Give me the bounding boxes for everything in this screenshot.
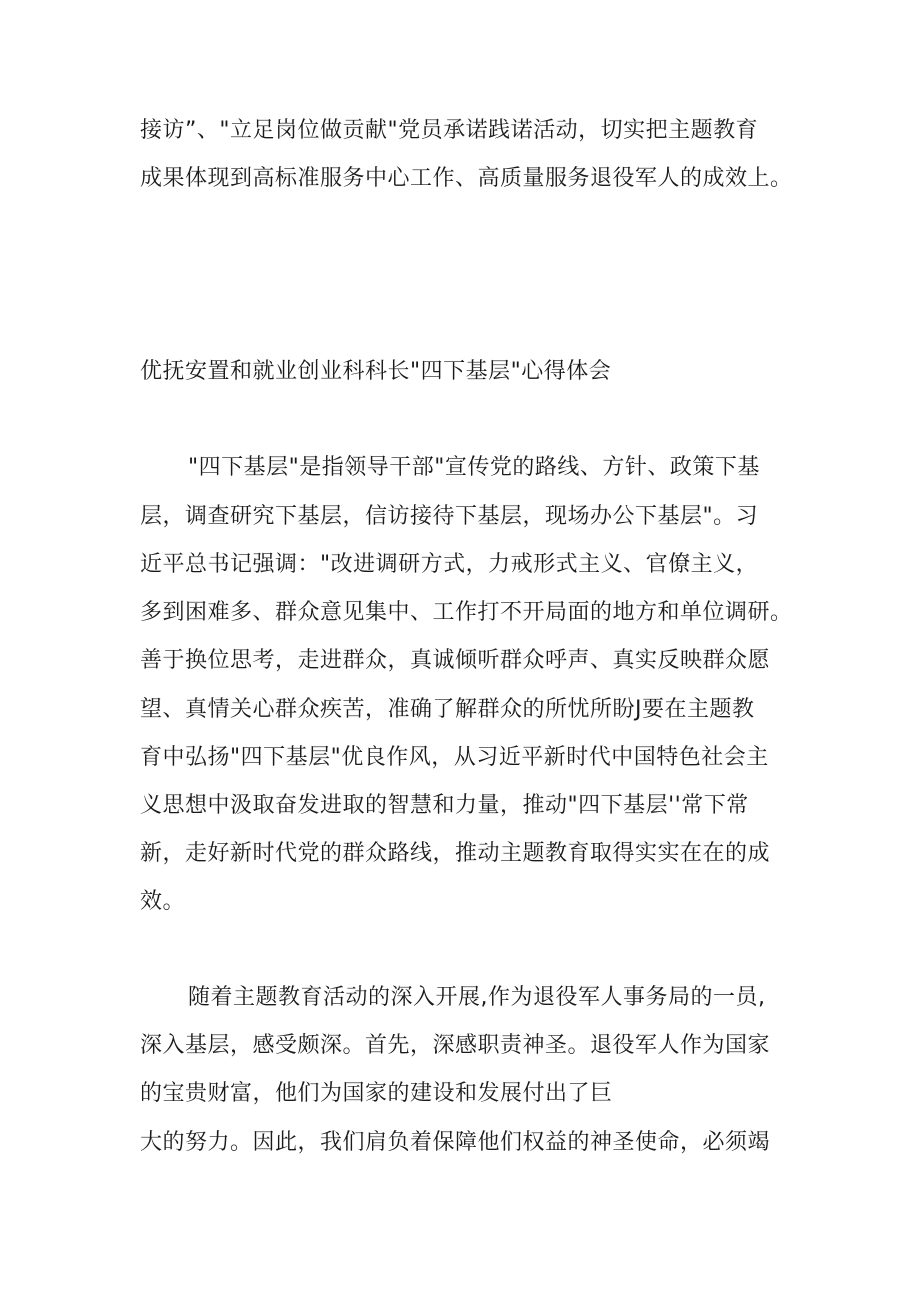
paragraph1-line-2: 层，调查研究下基层，信访接待下基层，现场办公下基层"。习 <box>140 504 759 529</box>
paragraph1-line-6: 望、真情关心群众疾苦，准确了解群众的所忧所盼J要在主题教 <box>140 697 755 722</box>
paragraph1-line-4: 多到困难多、群众意见集中、工作打不开局面的地方和单位调研。 <box>140 600 793 625</box>
paragraph2-line-3: 的宝贵财富，他们为国家的建设和发展付出了巨 <box>140 1081 613 1106</box>
paragraph2-line-1: 随着主题教育活动的深入开展,作为退役军人事务局的一员, <box>188 985 766 1010</box>
document-title: 优抚安置和就业创业科科长"四下基层"心得体会 <box>140 359 612 384</box>
paragraph1-line-3: 近平总书记强调："改进调研方式，力戒形式主义、官僚主义， <box>140 552 759 577</box>
paragraph1-line-9: 新，走好新时代党的群众路线，推动主题教育取得实实在在的成 <box>140 841 771 866</box>
paragraph1-line-5: 善于换位思考，走进群众，真诚倾听群众呼声、真实反映群众愿 <box>140 648 771 673</box>
paragraph2-line-4: 大的努力。因此，我们肩负着保障他们权益的神圣使命，必须竭 <box>140 1130 771 1155</box>
paragraph1-line-10: 效。 <box>140 889 186 914</box>
paragraph1-line-7: 育中弘扬"四下基层"优良作风，从习近平新时代中国特色社会主 <box>140 745 769 770</box>
intro-line-1: 接访”、"立足岗位做贡献"党员承诺践诺活动，切实把主题教育 <box>140 118 759 143</box>
paragraph1-line-1: "四下基层"是指领导干部"宣传党的路线、方针、政策下基 <box>188 455 760 480</box>
intro-line-2: 成果体现到高标准服务中心工作、高质量服务退役军人的成效上。 <box>140 166 793 191</box>
paragraph2-line-2: 深入基层，感受颇深。首先，深感职责神圣。退役军人作为国家 <box>140 1033 771 1058</box>
paragraph1-line-8: 义思想中汲取奋发进取的智慧和力量，推动"四下基层''常下常 <box>140 793 749 818</box>
